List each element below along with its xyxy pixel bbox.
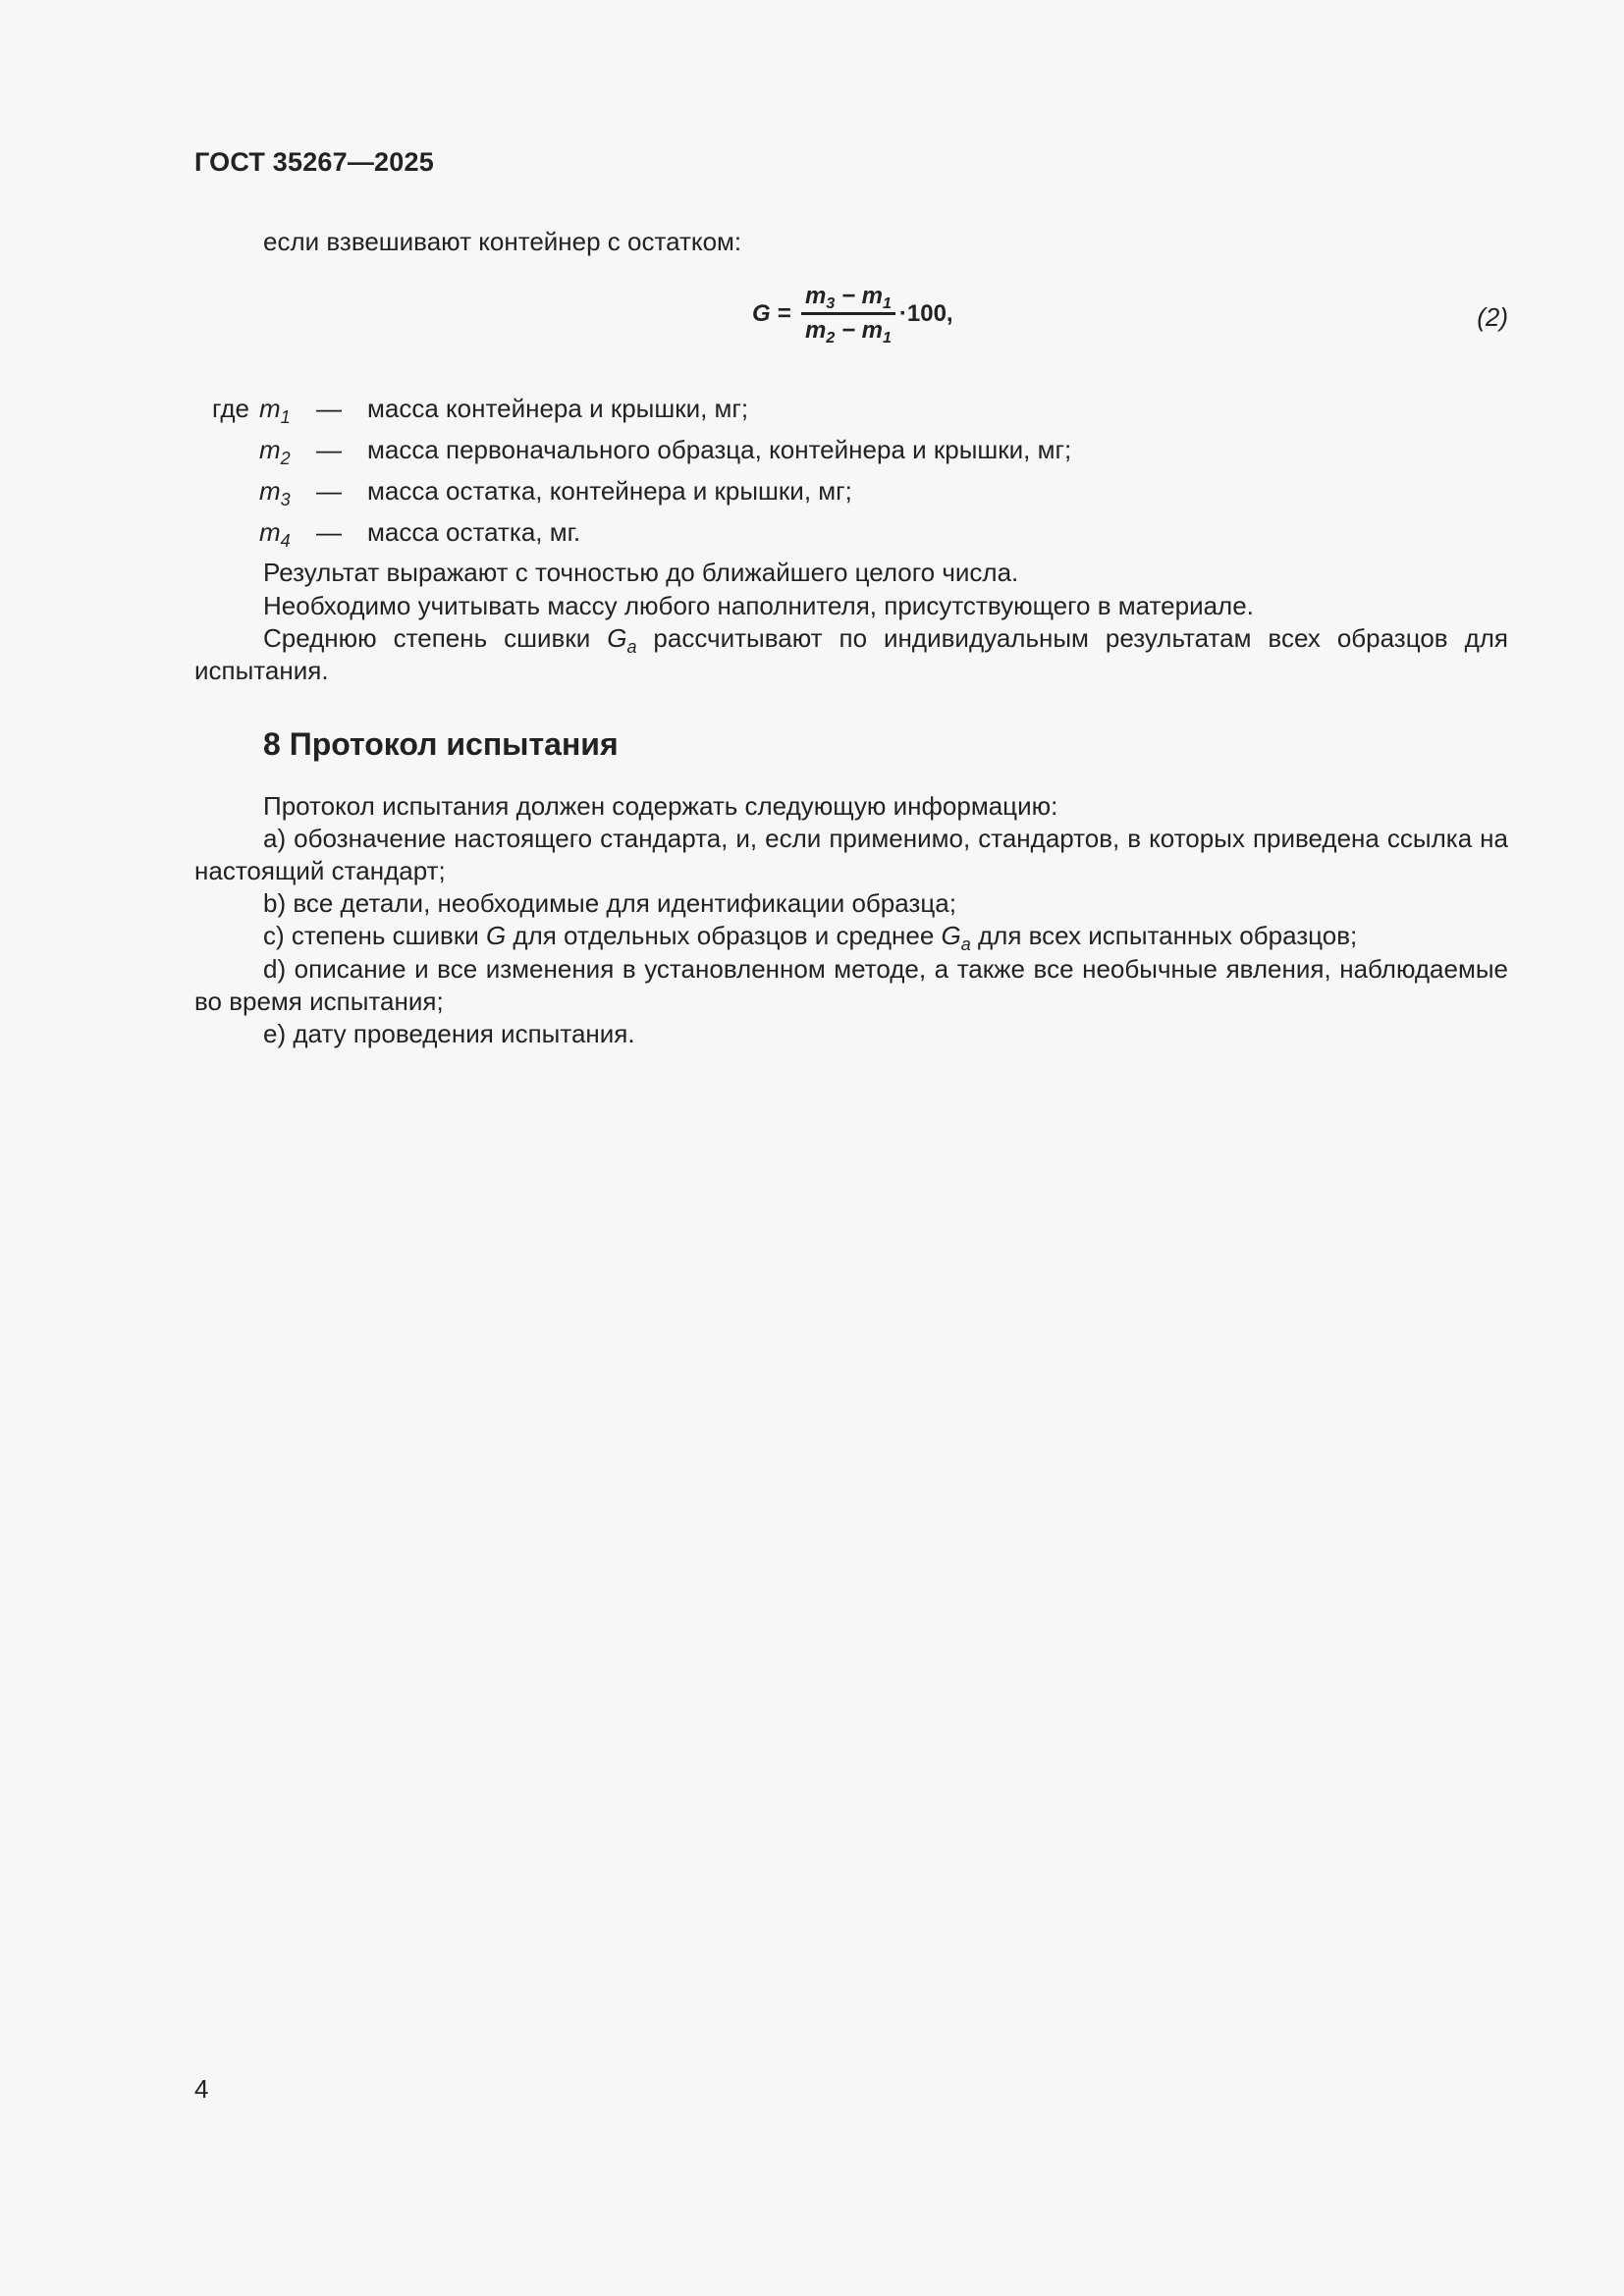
document-page: ГОСТ 35267—2025 если взвешивают контейнер с остатком: G = $\frac{m_3 - m_1}{m_2 - m_1}$ ·100, (2) где $m_1$ — масса контейнера и крышки, мг; $m_2$ — масса первоначального образца, контейнера и крышки, мг; $m_3$ — масса остатка, контейнера и крышки, мг; $m_4$ — масса остатка, мг. Результат выражают с точностью до ближайшего целого числа. Необходимо учитывать массу любого наполнителя, присутствующего в материале. Среднюю степень сшивки $G_a$ рассчитывают по индивидуальным результатам всех образцов для испытания. 8 Протокол испытания Протокол испытания должен содержать следующую информацию: a) обозначение настоящего стандарта, и, если применимо, стандартов, в которых приведена ссылка на настоящий стандарт; b) все детали, необходимые для идентификации образца; c) степень сшивки G для отдельных образцов и среднее $G_a$ для всех испытанных образцов; d) описание и все изменения в установленном методе, а также все необычные явления, наблюдаемые во время испытания; e) дату проведения испытания. 4 [194, 147, 1508, 2104]
protocol-item-a: a) обозначение настоящего стандарта, и, если применимо, стандартов, в которых приведена ссылка на настоящий стандарт; [194, 824, 1508, 885]
formula-multiplier: ·100, [898, 299, 953, 327]
protocol-item-b: b) все детали, необходимые для идентификации образца; [263, 888, 956, 918]
page-number: 4 [194, 2074, 209, 2104]
protocol-item-e: e) дату проведения испытания. [263, 1019, 635, 1048]
result-precision-paragraph: Результат выражают с точностью до ближайшего целого числа. [263, 558, 1019, 587]
formula-denominator: $m_2 - m_1$ [805, 317, 892, 347]
formula-fraction [801, 283, 895, 345]
protocol-item-c: c) степень сшивки G для отдельных образцов и среднее $G_a$ для всех испытанных образцов; [263, 921, 1358, 954]
equation-number: (2) [1477, 302, 1508, 332]
protocol-item-d: d) описание и все изменения в установленном методе, а также все необычные явления, наблюдаемые во время испытания; [194, 954, 1508, 1016]
formula-2: G = $\frac{m_3 - m_1}{m_2 - m_1}$ ·100, [752, 283, 953, 347]
document-code-header: ГОСТ 35267—2025 [194, 147, 434, 177]
section-title: 8 Протокол испытания [263, 726, 619, 762]
protocol-intro: Протокол испытания должен содержать следующую информацию: [263, 791, 1058, 821]
formula-lhs: G [752, 299, 771, 327]
filler-paragraph: Необходимо учитывать массу любого наполнителя, присутствующего в материале. [263, 591, 1254, 620]
intro-paragraph: если взвешивают контейнер с остатком: [263, 227, 742, 256]
average-crosslink-paragraph: Среднюю степень сшивки $G_a$ рассчитывают по индивидуальным результатам всех образцов для испытания. [194, 623, 1508, 685]
formula-numerator: $m_3 - m_1$ [801, 283, 895, 315]
where-prefix: где [212, 394, 249, 423]
